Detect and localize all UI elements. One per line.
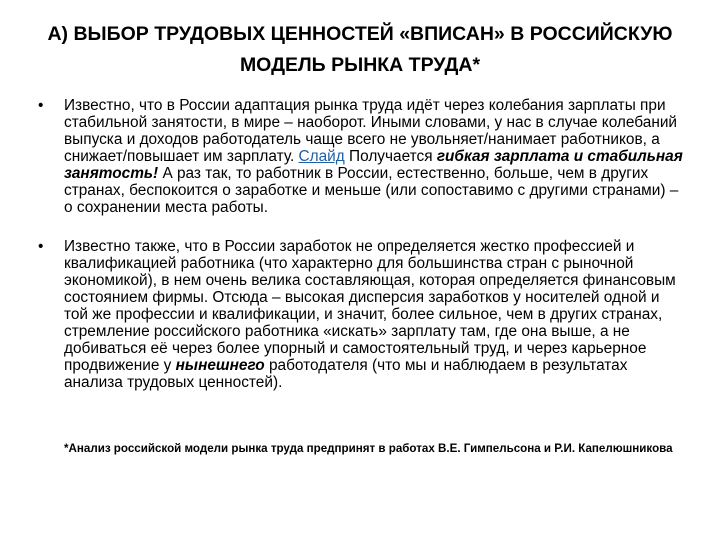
bullet-item-wage-adaptation [38, 97, 686, 216]
bullet-text: Известно также, что в России заработок не определяется жестко профессией и квалификацией работника (что характерно для большинства стран с рыночной экономикой), в нем очень велика составляющая, которая определяется финансовым состоянием фирмы. Отсюда – высокая дисперсия заработков у носителей одной и той же профессии и квалификации, и значит, более сильное, чем в других странах, стремление российского работника «искать» зарплату там, где она выше, а не добиваться её через более упорный и самостоятельный труд, и через карьерное продвижение у [64, 238, 676, 374]
bullet-dot-icon: • [38, 238, 44, 255]
bullet-item-earnings-dispersion [38, 238, 686, 391]
emphasis-text: нынешнего [175, 357, 265, 374]
bullet-text: А раз так, то работник в России, естественно, больше, чем в других странах, беспокоится о заработке и меньше (или сопоставимо с другими странами) – о сохранении места работы. [64, 165, 679, 216]
bullet-text: Известно, что в России адаптация рынка труда идёт через колебания зарплаты при стабильной занятости, в мире – наоборот. Иными словами, у нас в случае колебаний выпуска и доходов работодатель чаще всего не увольняет/нанимает работников, а снижает/повышает им зарплату. [64, 97, 678, 165]
slide-title: А) ВЫБОР ТРУДОВЫХ ЦЕННОСТЕЙ «ВПИСАН» В РОССИЙСКУЮ МОДЕЛЬ РЫНКА ТРУДА* [47, 23, 673, 76]
bullet-list [38, 97, 686, 391]
footnote: *Анализ российской модели рынка труда предпринят в работах В.Е. Гимпельсона и Р.И. Капелюшникова [64, 442, 673, 455]
emphasis-text: гибкая зарплата и стабильная занятость! [64, 148, 683, 182]
slide-link[interactable]: Слайд [298, 148, 345, 165]
bullet-text: работодателя (что мы и наблюдаем в результатах анализа трудовых ценностей). [64, 357, 628, 391]
bullet-dot-icon: • [38, 97, 44, 114]
bullet-text: Получается [344, 148, 437, 165]
